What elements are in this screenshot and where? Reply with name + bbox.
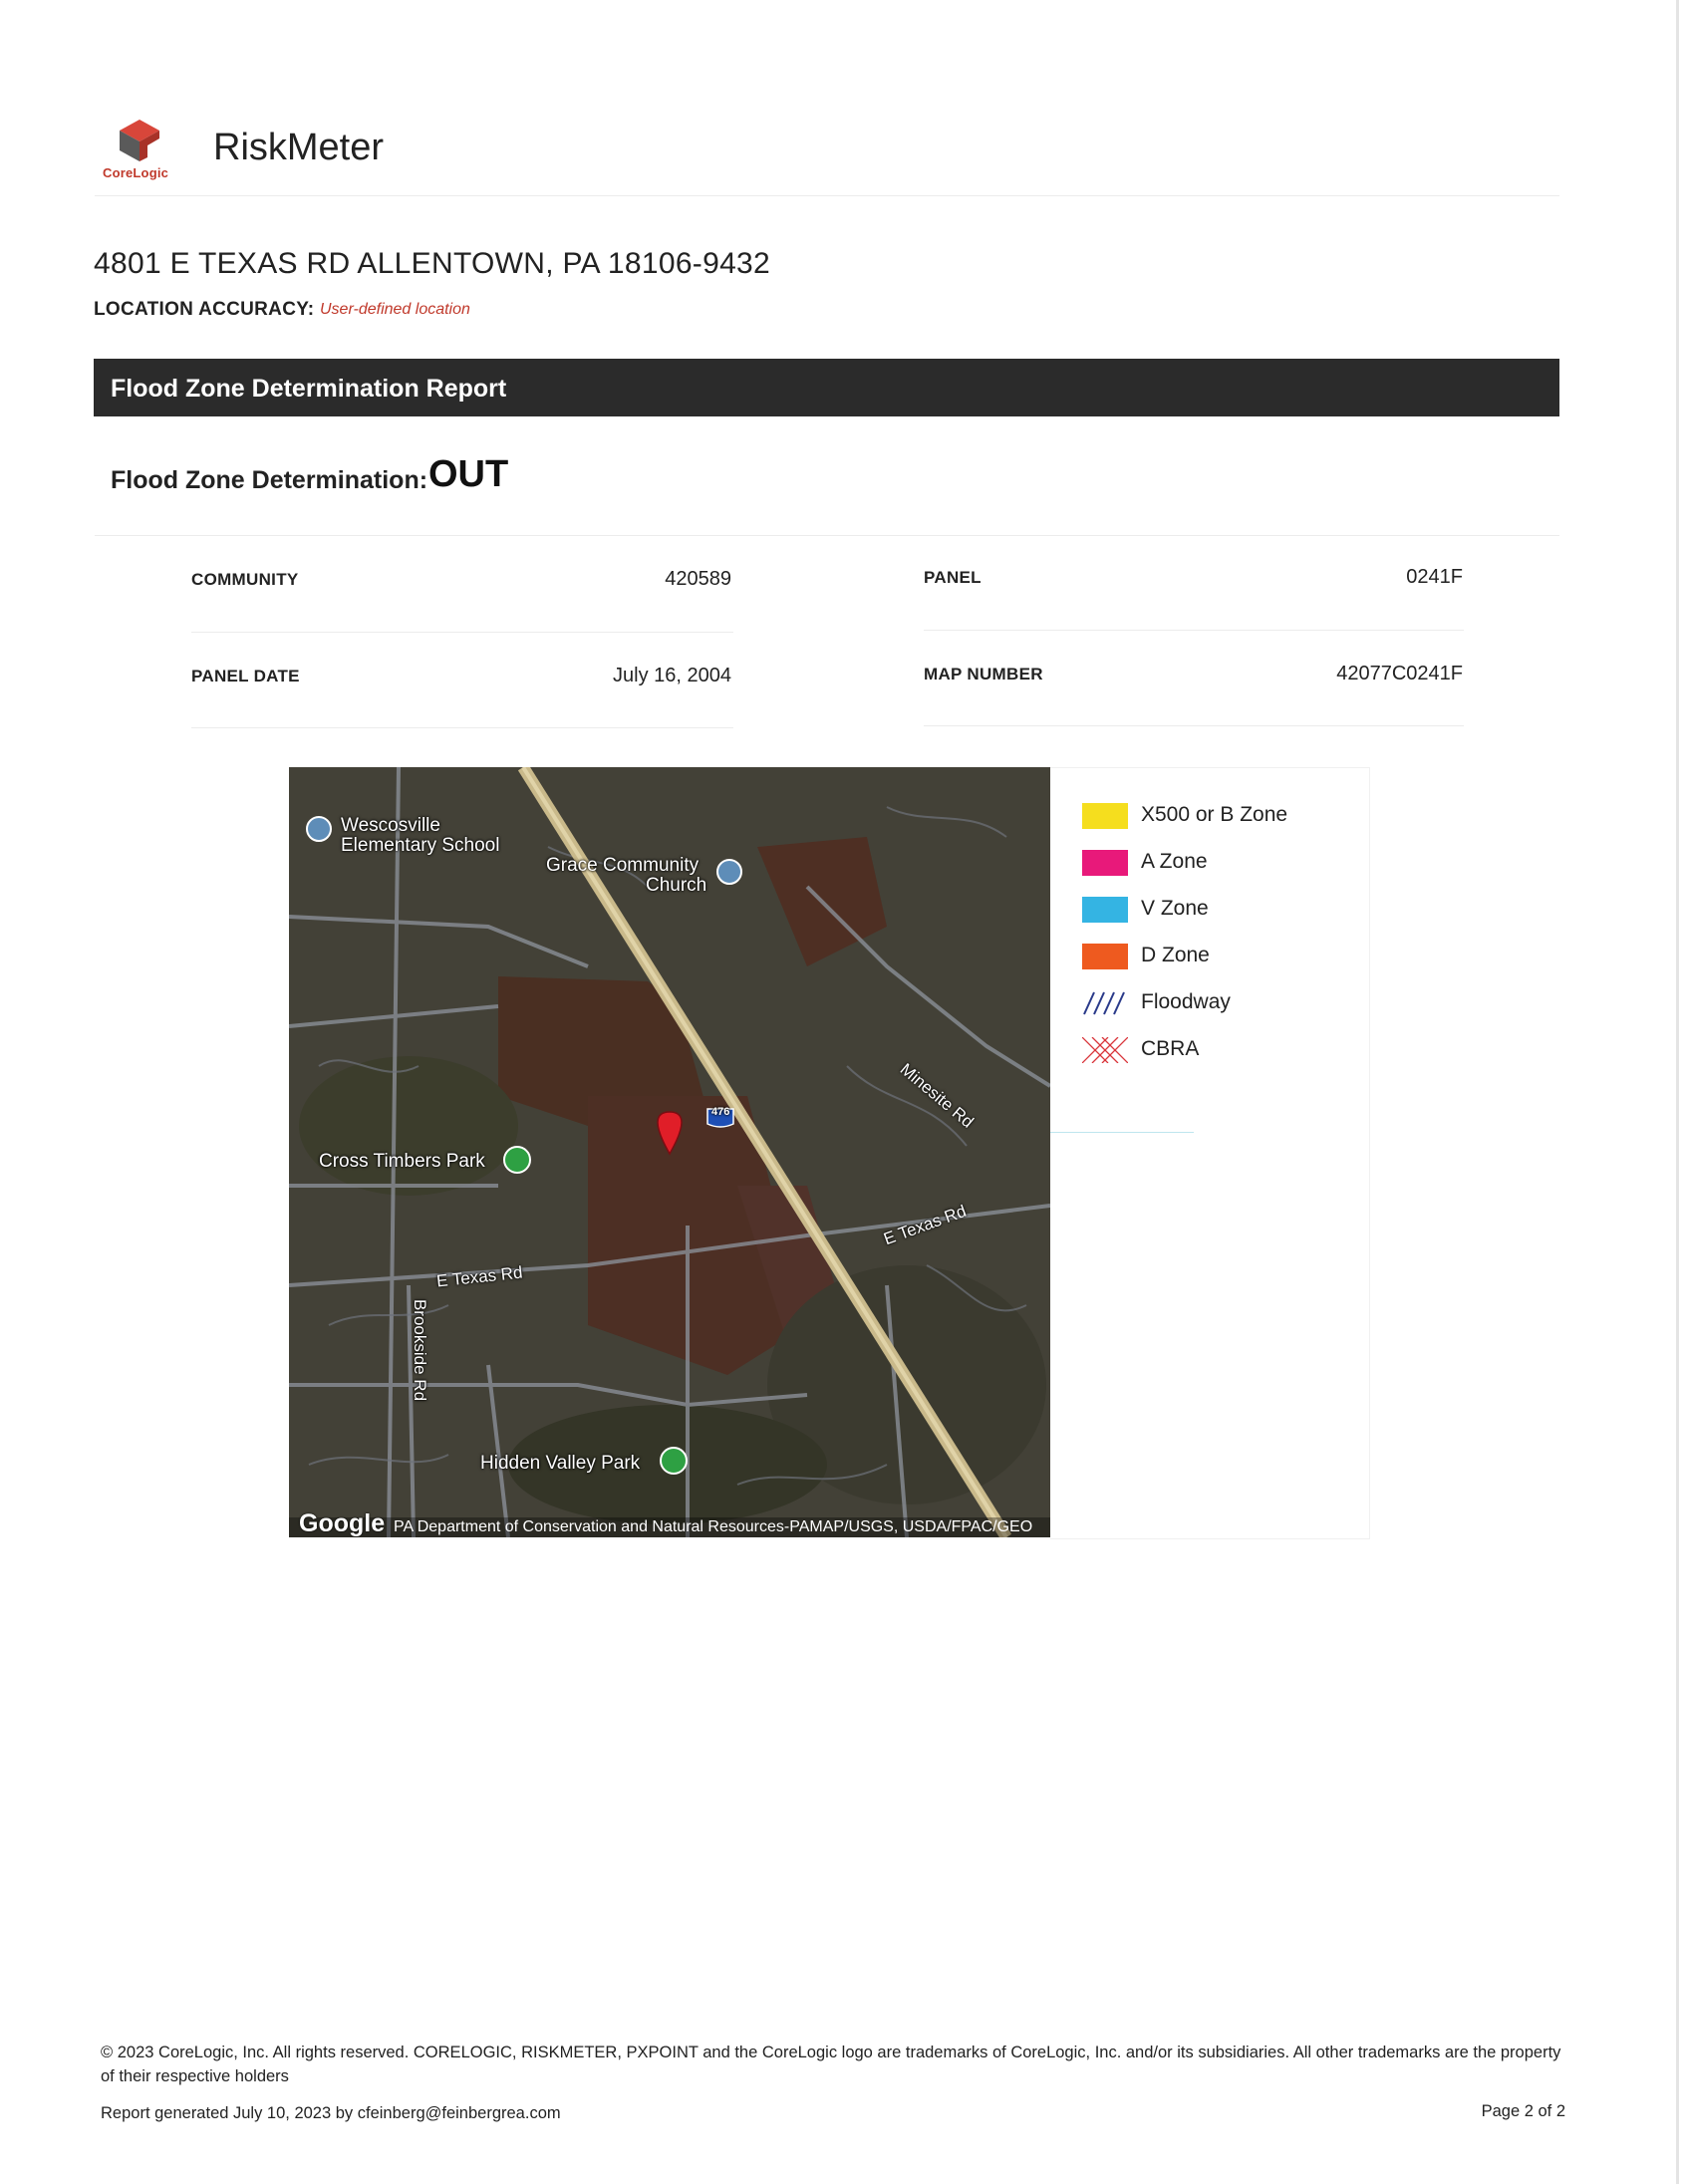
panel-date-value: July 16, 2004 xyxy=(613,665,731,686)
report-generated-text: Report generated July 10, 2023 by cfeinberg@feinbergrea.com xyxy=(101,2104,561,2122)
legend-label: A Zone xyxy=(1141,850,1208,873)
divider xyxy=(924,725,1464,726)
location-accuracy-label: LOCATION ACCURACY: xyxy=(94,299,315,320)
map-number-label: MAP NUMBER xyxy=(924,665,1043,683)
church-icon xyxy=(717,860,741,884)
google-logo: Google xyxy=(299,1509,386,1537)
divider xyxy=(95,195,1559,196)
copyright-text: © 2023 CoreLogic, Inc. All rights reserved. CORELOGIC, RISKMETER, PXPOINT and the CoreLogic logo are trademarks of CoreLogic, Inc. and/or its subsidiaries. All other trademarks are the property of their respective holders xyxy=(101,2044,1561,2085)
divider xyxy=(95,535,1559,536)
legend-swatch xyxy=(1082,850,1128,876)
flood-map[interactable] xyxy=(289,767,1050,1537)
app-title: RiskMeter xyxy=(213,127,385,168)
legend-swatch xyxy=(1082,803,1128,829)
panel-date-label: PANEL DATE xyxy=(191,667,300,685)
park-icon xyxy=(661,1448,687,1474)
community-label: COMMUNITY xyxy=(191,570,299,589)
map-label-church: Grace Community xyxy=(546,855,700,876)
map-label-school: Wescosville xyxy=(341,815,440,836)
location-accuracy-value: User-defined location xyxy=(320,301,470,318)
map-label-school: Elementary School xyxy=(341,835,500,856)
legend-swatch xyxy=(1082,944,1128,969)
divider xyxy=(191,632,733,633)
property-address: 4801 E TEXAS RD ALLENTOWN, PA 18106-9432 xyxy=(94,247,771,280)
cbra-crosshatch-icon xyxy=(1082,1037,1128,1063)
page-edge xyxy=(1676,0,1679,2184)
divider xyxy=(191,727,733,728)
map-attribution: PA Department of Conservation and Natural Resources-PAMAP/USGS, USDA/FPAC/GEO xyxy=(394,1518,1033,1535)
corelogic-logo xyxy=(100,120,179,189)
report-title-band xyxy=(94,359,1559,416)
community-value: 420589 xyxy=(665,568,731,590)
map-attribution-bar xyxy=(289,1509,1050,1537)
legend-label: D Zone xyxy=(1141,944,1210,966)
divider xyxy=(924,630,1464,631)
map-label-road: Brookside Rd xyxy=(411,1298,430,1402)
map-label-park: Cross Timbers Park xyxy=(319,1151,485,1172)
school-icon xyxy=(307,817,331,841)
logo-text: CoreLogic xyxy=(103,165,169,180)
map-label-park: Hidden Valley Park xyxy=(480,1453,641,1474)
legend-label: V Zone xyxy=(1141,897,1209,920)
determination-value: OUT xyxy=(428,453,509,495)
map-label-road: Minesite Rd xyxy=(896,1059,978,1132)
floodway-hatch-icon xyxy=(1082,990,1128,1016)
park-icon xyxy=(504,1147,530,1173)
report-title: Flood Zone Determination Report xyxy=(111,375,507,403)
corelogic-cube-icon xyxy=(120,120,159,161)
map-legend xyxy=(1050,767,1370,1539)
panel-label: PANEL xyxy=(924,568,982,587)
page-number: Page 2 of 2 xyxy=(1481,2102,1565,2120)
determination-label: Flood Zone Determination: xyxy=(111,466,428,494)
legend-label: Floodway xyxy=(1141,990,1231,1013)
map-label-road: E Texas Rd xyxy=(435,1262,524,1291)
panel-value: 0241F xyxy=(1406,566,1463,588)
map-label-road: E Texas Rd xyxy=(881,1201,970,1249)
legend-label: CBRA xyxy=(1141,1037,1200,1060)
legend-label: X500 or B Zone xyxy=(1141,803,1288,826)
map-number-value: 42077C0241F xyxy=(1336,663,1463,684)
map-label-highway: 476 xyxy=(711,1106,730,1118)
divider xyxy=(1050,1132,1194,1133)
map-label-church: Church xyxy=(646,875,707,896)
legend-swatch xyxy=(1082,897,1128,923)
